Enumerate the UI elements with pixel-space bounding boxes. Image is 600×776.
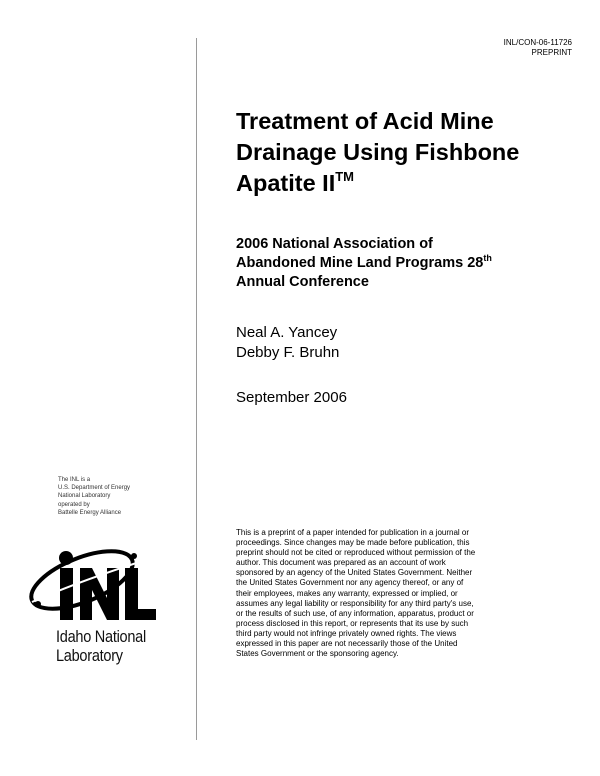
operator-statement	[58, 476, 130, 517]
operator-line: operated by	[58, 501, 90, 508]
disclaimer-line: the United States Government nor any agency thereof, or any of	[236, 578, 464, 588]
disclaimer-line: preprint should not be cited or reproduced without permission of the	[236, 548, 476, 558]
conference-line-3: Annual Conference	[236, 274, 369, 290]
disclaimer-line: sponsored by an agency of the United States Government. Neither	[236, 568, 473, 578]
disclaimer-paragraph	[236, 528, 542, 659]
disclaimer-line: or the results of such use, of any information, apparatus, product or	[236, 608, 474, 618]
disclaimer-line: This is a preprint of a paper intended for publication in a journal or	[236, 528, 470, 537]
operator-line: U.S. Department of Energy	[58, 485, 131, 492]
disclaimer-line: States Government or the sponsoring agency.	[236, 649, 399, 659]
logo-name-line-1: Idaho National	[56, 628, 146, 646]
conference-line-1: 2006 National Association of	[236, 236, 433, 252]
logo-name-line-2: Laboratory	[56, 647, 123, 665]
title-line-3: Apatite II	[236, 170, 336, 196]
author-name: Neal A. Yancey	[236, 324, 338, 341]
title-line-2: Drainage Using Fishbone	[236, 139, 520, 165]
disclaimer-line: third party would not infringe privately owned rights. The views	[236, 628, 457, 638]
operator-line: National Laboratory	[58, 493, 111, 500]
ordinal-suffix: th	[483, 253, 492, 263]
document-title	[236, 106, 586, 199]
report-identifier	[504, 38, 572, 58]
report-type: PREPRINT	[531, 48, 572, 57]
author-list	[236, 323, 339, 363]
conference-line-2: Abandoned Mine Land Programs 28	[236, 255, 484, 271]
title-line-1: Treatment of Acid Mine	[236, 108, 494, 134]
disclaimer-line: their employees, makes any warranty, expressed or implied, or	[236, 588, 458, 598]
logo-wordmark	[56, 628, 146, 666]
disclaimer-line: expressed in this paper are not necessarily those of the United	[236, 639, 458, 649]
vertical-divider	[196, 38, 197, 740]
trademark-mark: TM	[335, 169, 355, 184]
author-name: Debby F. Bruhn	[236, 344, 340, 361]
disclaimer-line: assumes any legal liability or responsibility for any third party's use,	[236, 598, 474, 608]
operator-line: Battelle Energy Alliance	[58, 509, 122, 516]
disclaimer-line: proceedings. Since changes may be made before publication, this	[236, 538, 470, 548]
conference-name	[236, 235, 576, 292]
disclaimer-line: process disclosed in this report, or represents that its use by such	[236, 618, 469, 628]
operator-line: The INL is a	[58, 477, 91, 483]
disclaimer-line: author. This document was prepared as an account of work	[236, 558, 446, 568]
report-number: INL/CON-06-11726	[503, 38, 572, 47]
publication-date: September 2006	[236, 389, 347, 406]
